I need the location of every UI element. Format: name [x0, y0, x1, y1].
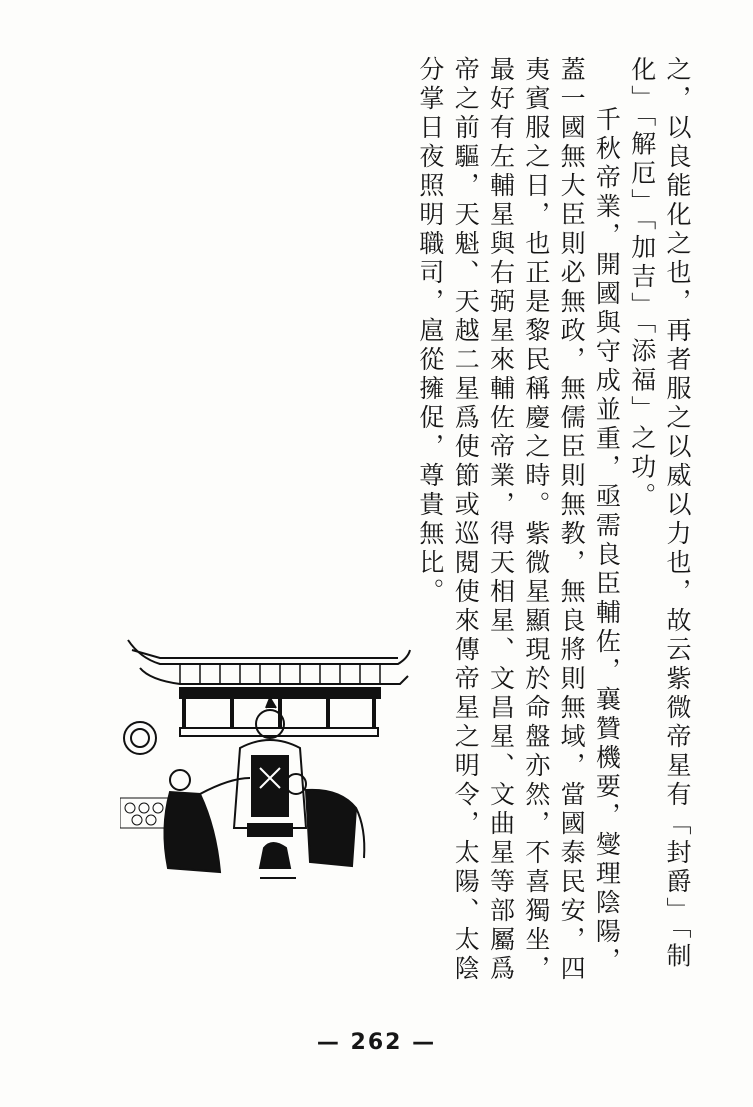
page-number: — 262 —	[316, 1030, 437, 1055]
paragraph-2: 千秋帝業，開國與守成並重，亟需良臣輔佐，襄贊機要，燮理陰陽，蓋一國無大臣則必無政，無儒臣則無教，無良將則無域，當國泰民安，四夷賓服之日，也正是黎民稱慶之時。紫微星顯現於命盤亦然，不喜獨坐，最好有左輔星與右弼星來輔佐帝業，得天相星、文昌星、文曲星等部屬爲帝之前驅，天魁、天越二星爲使節或巡閱使來傳帝星之明令，太陽、太陰分掌日夜照明職司，扈從擁促，尊貴無比。	[415, 56, 622, 984]
palace-court-illustration	[120, 628, 420, 896]
paragraph-1: 之，以良能化之也，再者服之以威以力也，故云紫微帝星有「封爵」「制化」「解厄」「加吉」「添福」之功。	[627, 56, 692, 972]
